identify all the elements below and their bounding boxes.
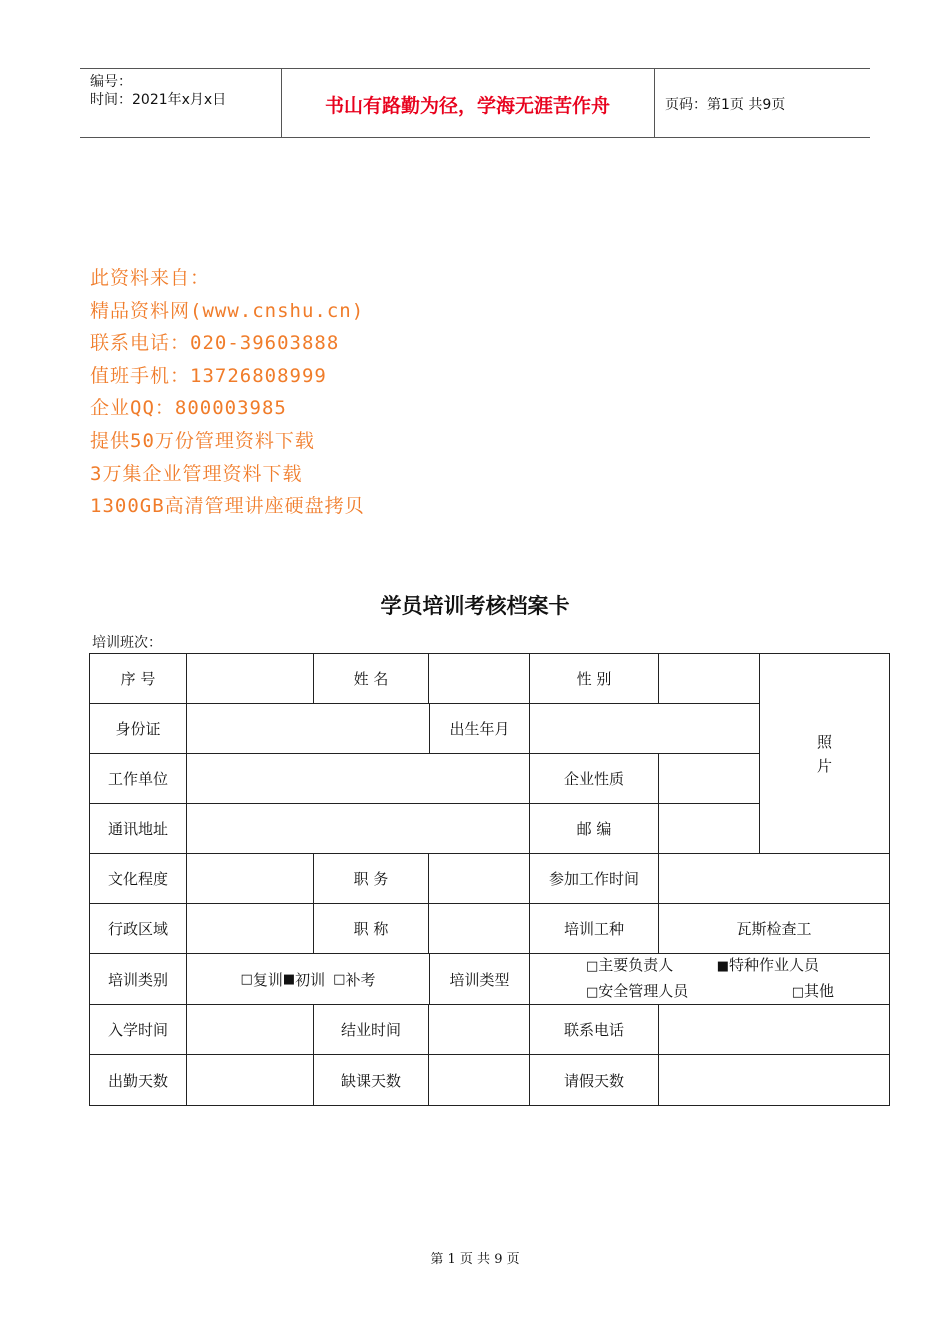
category-options	[186, 953, 430, 1005]
document-title: 学员培训考核档案卡	[380, 593, 570, 618]
id-card-label: 身份证	[89, 703, 187, 754]
work-start-label: 参加工作时间	[529, 853, 659, 904]
promo-line: 精品资料网(www.cnshu.cn)	[90, 299, 365, 322]
company-type-label: 企业性质	[529, 753, 659, 804]
attendance-field[interactable]	[186, 1054, 314, 1106]
promo-line: 此资料来自：	[90, 267, 211, 289]
makeup-option: 补考	[345, 970, 376, 989]
type-options-row-2	[530, 979, 889, 1005]
photo-char-1: 照	[816, 732, 832, 751]
leader-option: 主要负责人	[598, 956, 674, 974]
other-option: 其他	[803, 982, 834, 1000]
safety-checkbox[interactable]: □	[586, 985, 599, 1000]
makeup-checkbox[interactable]: □	[333, 971, 346, 987]
attendance-label: 出勤天数	[89, 1054, 187, 1106]
special-option: 特种作业人员	[728, 956, 819, 974]
company-type-field[interactable]	[658, 753, 760, 804]
retrain-option: 复训	[252, 970, 283, 989]
leader-checkbox[interactable]: □	[586, 959, 599, 974]
employer-field[interactable]	[186, 753, 530, 804]
safety-option: 安全管理人员	[598, 982, 689, 1000]
promo-block	[90, 262, 365, 523]
name-label: 姓 名	[313, 653, 429, 704]
phone-field[interactable]	[658, 1004, 890, 1055]
promo-line: 联系电话：020-39603888	[90, 332, 340, 355]
address-field[interactable]	[186, 803, 530, 854]
promo-line: 提供50万份管理资料下载	[90, 429, 315, 452]
graduate-field[interactable]	[428, 1004, 530, 1055]
leave-label: 请假天数	[529, 1054, 659, 1106]
trade-value[interactable]: 瓦斯检查工	[658, 903, 890, 954]
title-rank-field[interactable]	[428, 903, 530, 954]
education-label: 文化程度	[89, 853, 187, 904]
title-rank-label: 职 称	[313, 903, 429, 954]
region-label: 行政区域	[89, 903, 187, 954]
type-options-row-1	[530, 953, 889, 979]
phone-label: 联系电话	[529, 1004, 659, 1055]
birth-label: 出生年月	[429, 703, 530, 754]
special-checkbox[interactable]: ■	[716, 959, 729, 974]
header-right-cell	[655, 69, 870, 137]
education-field[interactable]	[186, 853, 314, 904]
region-field[interactable]	[186, 903, 314, 954]
postcode-field[interactable]	[658, 803, 760, 854]
work-start-field[interactable]	[658, 853, 890, 904]
promo-line: 3万集企业管理资料下载	[90, 462, 303, 485]
gender-label: 性 别	[529, 653, 659, 704]
graduate-label: 结业时间	[313, 1004, 429, 1055]
category-label: 培训类别	[89, 953, 187, 1005]
retrain-checkbox[interactable]: □	[240, 971, 253, 987]
date-line: 时间：2021年x月x日	[90, 92, 227, 108]
enroll-label: 入学时间	[89, 1004, 187, 1055]
other-checkbox[interactable]: □	[791, 985, 804, 1000]
serial-label: 序 号	[89, 653, 187, 704]
motto: 书山有路勤为径，学海无涯苦作舟	[324, 95, 610, 117]
enroll-field[interactable]	[186, 1004, 314, 1055]
archive-card-form	[90, 654, 890, 1106]
header-left-cell	[80, 69, 282, 137]
gender-field[interactable]	[658, 653, 760, 704]
number-label: 编号：	[90, 74, 132, 90]
initial-option: 初训	[295, 970, 326, 989]
promo-line: 值班手机：13726808999	[90, 364, 327, 387]
type-options	[529, 953, 890, 1005]
leave-field[interactable]	[658, 1054, 890, 1106]
trade-label: 培训工种	[529, 903, 659, 954]
name-field[interactable]	[428, 653, 530, 704]
employer-label: 工作单位	[89, 753, 187, 804]
photo-cell[interactable]	[759, 653, 890, 854]
absence-label: 缺课天数	[313, 1054, 429, 1106]
birth-field[interactable]	[529, 703, 760, 754]
promo-line: 企业QQ：800003985	[90, 397, 287, 420]
absence-field[interactable]	[428, 1054, 530, 1106]
id-card-field[interactable]	[186, 703, 430, 754]
header-mid-cell	[281, 69, 655, 137]
page-footer: 第 1 页 共 9 页	[430, 1252, 520, 1267]
page-info: 页码：第1页 共9页	[665, 97, 786, 113]
type-label: 培训类型	[429, 953, 530, 1005]
duty-label: 职 务	[313, 853, 429, 904]
promo-line: 1300GB高清管理讲座硬盘拷贝	[90, 495, 365, 518]
serial-field[interactable]	[186, 653, 314, 704]
initial-checkbox[interactable]: ■	[282, 971, 296, 987]
page-header	[80, 68, 870, 138]
address-label: 通讯地址	[89, 803, 187, 854]
photo-char-2: 片	[816, 756, 832, 775]
postcode-label: 邮 编	[529, 803, 659, 854]
class-label: 培训班次：	[92, 635, 162, 651]
duty-field[interactable]	[428, 853, 530, 904]
